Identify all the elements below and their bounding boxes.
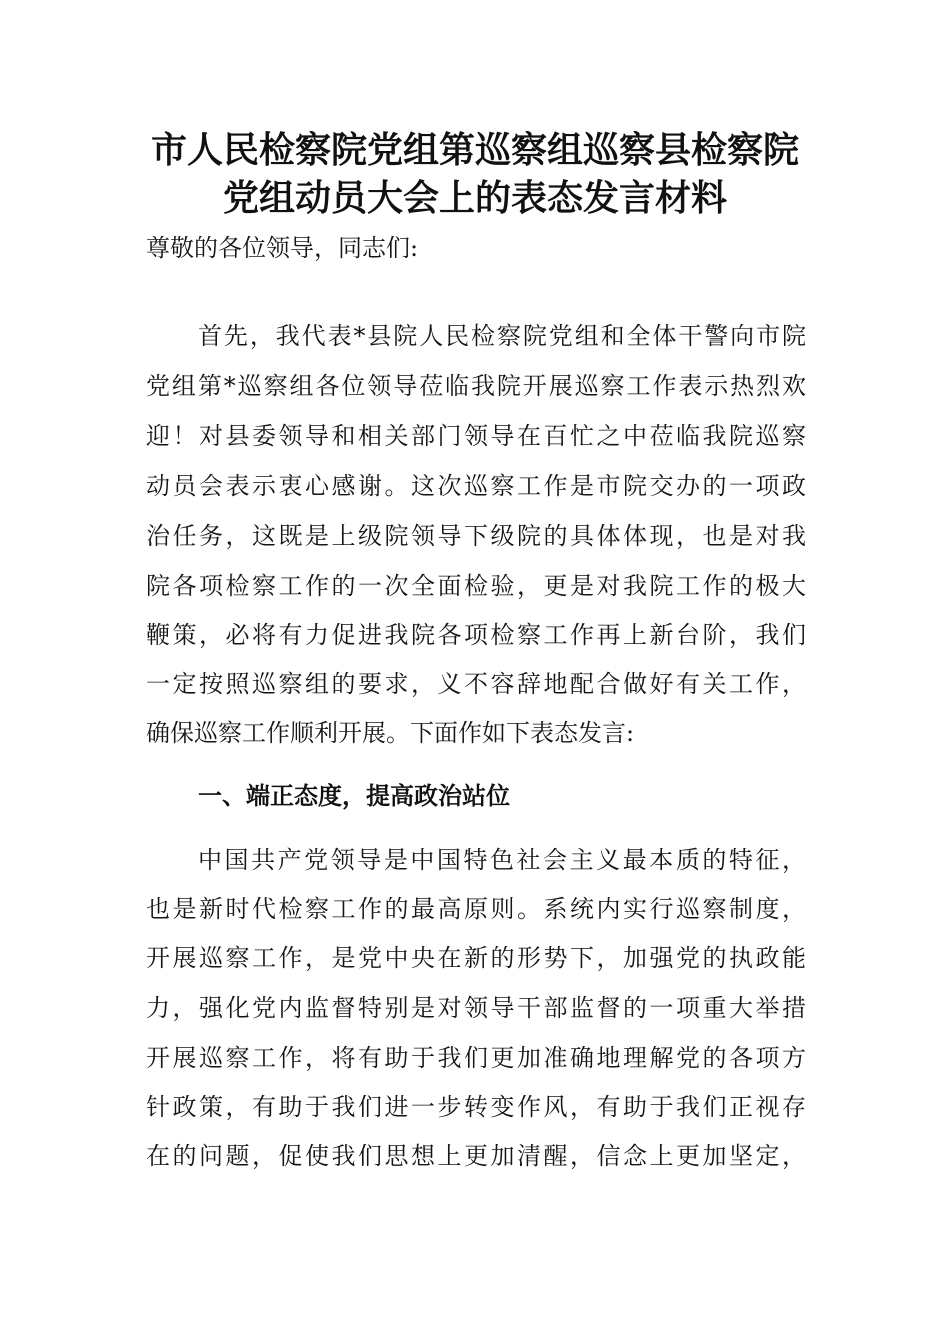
section-1-heading: 一、端正态度，提高政治站位 xyxy=(198,782,510,810)
paragraph-2-line-6: 针政策，有助于我们进一步转变作风，有助于我们正视存 xyxy=(146,1093,806,1121)
paragraph-2-line-1: 中国共产党领导是中国特色社会主义最本质的特征， xyxy=(198,846,806,874)
paragraph-1-line-7: 鞭策，必将有力促进我院各项检察工作再上新台阶，我们 xyxy=(146,621,806,649)
paragraph-1-line-1: 首先，我代表*县院人民检察院党组和全体干警向市院 xyxy=(198,322,806,350)
paragraph-1-line-3: 迎！对县委领导和相关部门领导在百忙之中莅临我院巡察 xyxy=(146,422,806,450)
document-title-line-2: 党组动员大会上的表态发言材料 xyxy=(222,177,727,219)
paragraph-1-line-4: 动员会表示衷心感谢。这次巡察工作是市院交办的一项政 xyxy=(146,472,806,500)
document-title-line-1: 市人民检察院党组第巡察组巡察县检察院 xyxy=(150,129,799,171)
paragraph-2-line-5: 开展巡察工作，将有助于我们更加准确地理解党的各项方 xyxy=(146,1044,806,1072)
paragraph-1-line-8: 一定按照巡察组的要求，义不容辞地配合做好有关工作， xyxy=(146,670,806,698)
paragraph-1-line-6: 院各项检察工作的一次全面检验，更是对我院工作的极大 xyxy=(146,572,806,600)
paragraph-2-line-3: 开展巡察工作，是党中央在新的形势下，加强党的执政能 xyxy=(146,944,806,972)
salutation: 尊敬的各位领导，同志们: xyxy=(146,234,419,262)
paragraph-2-line-7: 在的问题，促使我们思想上更加清醒，信念上更加坚定， xyxy=(146,1142,806,1170)
paragraph-2-line-2: 也是新时代检察工作的最高原则。系统内实行巡察制度， xyxy=(146,895,806,923)
paragraph-1-line-2: 党组第*巡察组各位领导莅临我院开展巡察工作表示热烈欢 xyxy=(146,372,806,400)
paragraph-2-line-4: 力，强化党内监督特别是对领导干部监督的一项重大举措 xyxy=(146,994,806,1022)
paragraph-1-line-5: 治任务，这既是上级院领导下级院的具体体现，也是对我 xyxy=(146,522,806,550)
paragraph-1-line-9: 确保巡察工作顺利开展。下面作如下表态发言: xyxy=(146,719,635,747)
